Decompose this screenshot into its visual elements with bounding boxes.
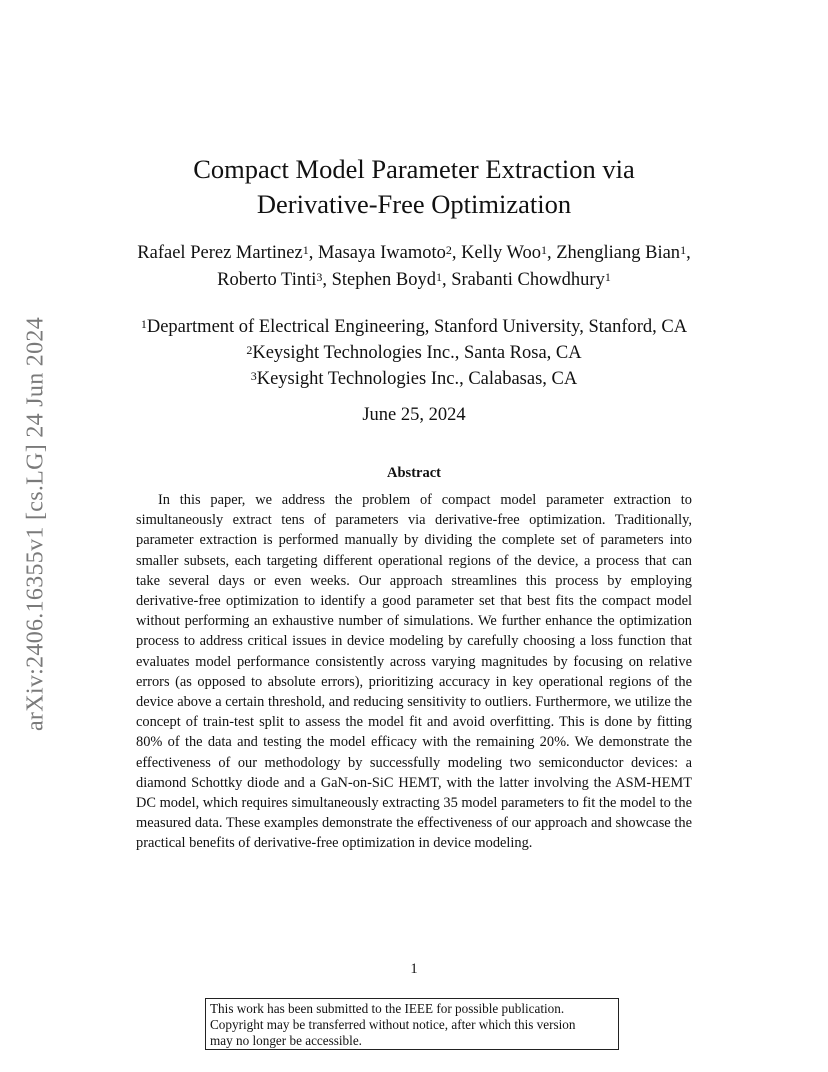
affiliation-mark: 1	[140, 317, 147, 331]
affiliation-text: Keysight Technologies Inc., Calabasas, CA	[256, 369, 578, 389]
affiliation	[0, 314, 828, 340]
page-number: 1	[410, 961, 418, 977]
author-name: Stephen Boyd	[331, 270, 436, 290]
affiliation-mark: 3	[250, 369, 257, 383]
ieee-notice-box	[205, 998, 619, 1050]
author-affiliation-mark: 1	[302, 243, 309, 257]
author-name: Rafael Perez Martinez	[137, 243, 303, 263]
notice-line: Copyright may be transferred without notice, after which this version	[210, 1017, 576, 1032]
abstract-text: In this paper, we address the problem of compact model parameter extraction to simultaneously extract tens of parameters via derivative-free optimization. Traditionally, parameter extraction is performed manually by dividing the complete set of parameters into smaller subsets, each targeting different operational regions of the device, a process that can take several days or even weeks. Our approach streamlines this process by employing derivative-free optimization to identify a good parameter set that best fits the compact model without performing an exhaustive number of simulations. We further enhance the optimization process to address critical issues in device modeling by carefully choosing a loss function that evaluates model performance consistently across varying magnitudes by focusing on relative errors (as opposed to absolute errors), prioritizing accuracy in key operational regions of the device above a certain threshold, and reducing sensitivity to outliers. Furthermore, we utilize the concept of train-test split to assess the model fit and avoid overfitting. This is done by fitting 80% of the data and testing the model efficacy with the remaining 20%. We demonstrate the effectiveness of our methodology by successfully modeling two semiconductor devices: a diamond Schottky diode and a GaN-on-SiC HEMT, with the latter involving the ASM-HEMT DC model, which requires simultaneously extracting 35 model parameters to fit the model to the measured data. These examples demonstrate the effectiveness of our approach and showcase the practical benefits of derivative-free optimization in device modeling.	[136, 492, 692, 852]
author-line: Rafael Perez Martinez$^1$, Masaya Iwamoto$^2$, Kelly Woo$^1$, Zhengliang Bian$^1$,	[137, 243, 691, 263]
abstract-heading: Abstract	[387, 465, 441, 481]
notice-line: This work has been submitted to the IEEE for possible publication.	[210, 1001, 565, 1016]
author-name: Kelly Woo	[461, 243, 541, 263]
affiliation-list	[0, 314, 828, 392]
affiliation	[0, 340, 828, 366]
affiliation	[0, 366, 828, 392]
title-line: Compact Model Parameter Extraction via	[193, 154, 635, 184]
author-list	[0, 240, 828, 294]
affiliation-text: Department of Electrical Engineering, Stanford University, Stanford, CA	[146, 317, 688, 337]
author-name: Roberto Tinti	[217, 270, 317, 290]
title-line: Derivative-Free Optimization	[256, 189, 572, 219]
author-line: Roberto Tinti$^3$, Stephen Boyd$^1$, Srabanti Chowdhury$^1$	[217, 270, 611, 290]
affiliation-mark: 2	[246, 343, 253, 357]
affiliation-text: Keysight Technologies Inc., Santa Rosa, CA	[252, 343, 582, 363]
author-affiliation-mark: 1	[435, 270, 442, 284]
notice-line: may no longer be accessible.	[210, 1033, 362, 1048]
author-affiliation-mark: 1	[540, 243, 547, 257]
author-affiliation-mark: 3	[316, 270, 323, 284]
author-name: Zhengliang Bian	[556, 243, 681, 263]
paper-date: June 25, 2024	[362, 405, 466, 425]
author-affiliation-mark: 2	[445, 243, 452, 257]
arxiv-stamp-text: arXiv:2406.16355v1 [cs.LG] 24 Jun 2024	[22, 316, 49, 732]
author-affiliation-mark: 1	[680, 243, 687, 257]
paper-title	[0, 152, 828, 222]
author-name: Srabanti Chowdhury	[451, 270, 605, 290]
author-name: Masaya Iwamoto	[317, 243, 446, 263]
author-affiliation-mark: 1	[604, 270, 611, 284]
